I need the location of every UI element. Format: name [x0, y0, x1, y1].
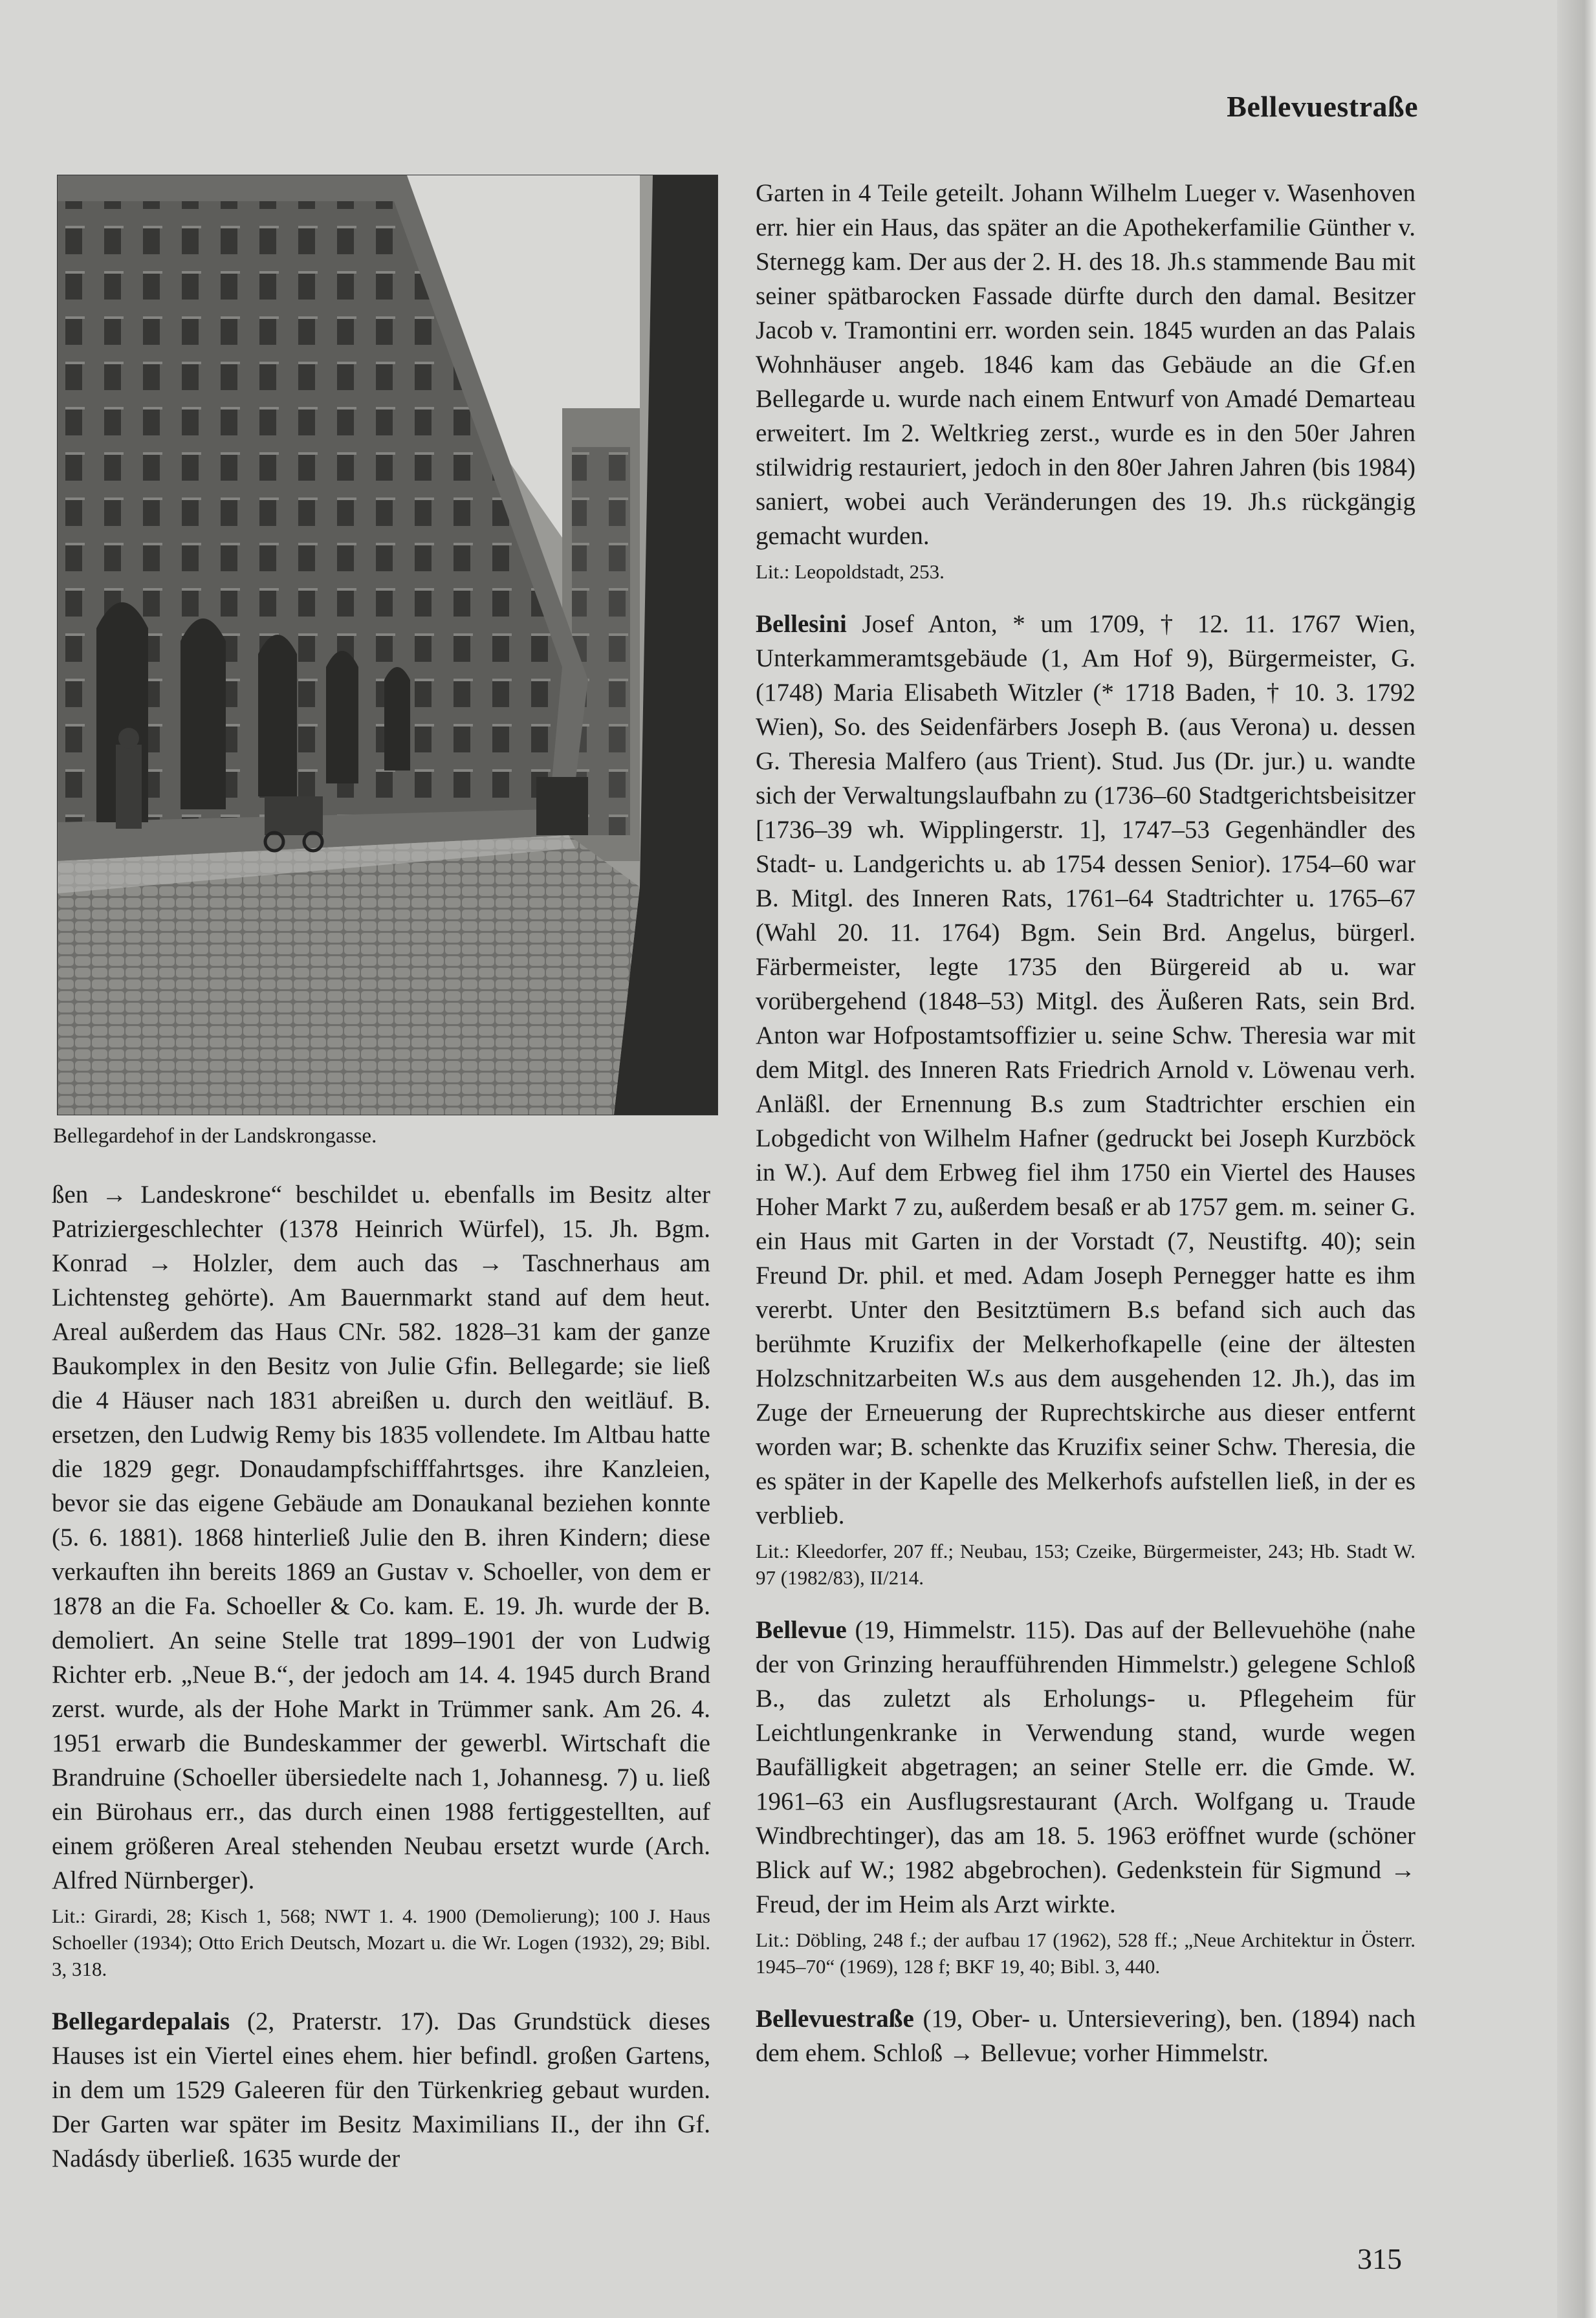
entry-bellegardepalais — [52, 2004, 710, 2176]
page-number: 315 — [1357, 2242, 1402, 2275]
entry-headword: Bellesini — [756, 610, 847, 638]
entry-headword: Bellegardepalais — [52, 2007, 230, 2035]
entry-headword: Bellevue — [756, 1616, 847, 1644]
literature-note: Lit.: Leopoldstadt, 253. — [756, 560, 945, 583]
literature-note: Lit.: Döbling, 248 f.; der aufbau 17 (1962), 528 ff.; „Neue Architektur in Österr. 1945–70“ (1969), 128 f; BKF 19, 40; Bibl. 3, 440. — [756, 1929, 1416, 1978]
street-photograph — [57, 175, 718, 1115]
running-head: Bellevuestraße — [1227, 90, 1418, 123]
binding-shadow — [1557, 0, 1596, 2318]
literature-note: Lit.: Girardi, 28; Kisch 1, 568; NWT 1. 4. 1900 (Demolierung); 100 J. Haus Schoeller (1934); Otto Erich Deutsch, Mozart u. die Wr. Logen (1932), 29; Bibl. 3, 318. — [52, 1905, 710, 1980]
continuation-paragraph: Garten in 4 Teile geteilt. Johann Wilhelm Lueger v. Wasenhoven err. hier ein Haus, das später an die Apothekerfamilie Günther v. Sternegg kam. Der aus der 2. H. des 18. Jh.s stammende Bau mit seiner spätbarocken Fassade dürfte durch den damal. Besitzer Jacob v. Tramontini err. worden sein. 1845 wurden an das Palais Wohnhäuser angeb. 1846 kam das Gebäude an die Gf.en Bellegarde u. wurde nach einem Entwurf von Amadé Demarteau erweitert. Im 2. Weltkrieg zerst., wurde es in den 50er Jahren stilwidrig restauriert, jedoch in den 80er Jahren Jahren (bis 1984) saniert, wobei auch Veränderungen des 19. Jh.s rückgängig gemacht wurden. — [756, 179, 1416, 550]
continuation-paragraph: ßen → Landeskrone“ beschildet u. ebenfalls im Besitz alter Patriziergeschlechter (1378 Heinrich Würfel), 15. Jh. Bgm. Konrad → Holzler, dem auch das → Taschnerhaus am Lichtensteg gehörte). Am Bauernmarkt stand auf dem heut. Areal außerdem das Haus CNr. 582. 1828–31 kam der ganze Baukomplex in den Besitz von Julie Gfin. Bellegarde; sie ließ die 4 Häuser nach 1831 abreißen u. durch den weitläuf. B. ersetzen, den Ludwig Remy bis 1835 vollendete. Im Altbau hatte die 1829 gegr. Donaudampfschifffahrtsges. ihre Kanzleien, bevor sie das eigene Gebäude am Donaukanal beziehen konnte (5. 6. 1881). 1868 hinterließ Julie den B. ihren Kindern; diese verkauften ihn bereits 1869 an Gustav v. Schoeller, von dem er 1878 an die Fa. Schoeller & Co. kam. E. 19. Jh. wurde der B. demoliert. An seine Stelle trat 1899–1901 der von Ludwig Richter erb. „Neue B.“, der jedoch am 14. 4. 1945 durch Brand zerst. wurde, als der Hohe Markt in Trümmer sank. Am 26. 4. 1951 erwarb die Bundeskammer der gewerbl. Wirtschaft die Brandruine (Schoeller übersiedelte nach 1, Johannesg. 7) u. ließ ein Bürohaus err., das durch einen 1988 fertiggestellten, auf einem größeren Areal stehenden Neubau ersetzt wurde (Arch. Alfred Nürnberger). — [52, 1181, 710, 1894]
entry-text: (19, Himmelstr. 115). Das auf der Bellevuehöhe (nahe der von Grinzing heraufführenden Himmelstr.) gelegene Schloß B., das zuletzt als Erholungs- u. Pflegeheim für Leichtlungenkranke in Verwendung stand, wurde wegen Baufälligkeit abgetragen; an seiner Stelle err. die Gmde. W. 1961–63 ein Ausflugsrestaurant (Arch. Wolfgang u. Traude Windbrechtinger), das am 18. 5. 1963 eröffnet wurde (schöner Blick auf W.; 1982 abgebrochen). Gedenkstein für Sigmund → Freud, der im Heim als Arzt wirkte. — [756, 1616, 1416, 1918]
entry-bellesini — [756, 607, 1416, 1533]
entry-headword: Bellevuestraße — [756, 2005, 914, 2033]
left-column — [52, 1177, 710, 2176]
literature-note: Lit.: Kleedorfer, 207 ff.; Neubau, 153; Czeike, Bürgermeister, 243; Hb. Stadt W. 97 (1982/83), II/214. — [756, 1540, 1416, 1589]
entry-bellevue — [756, 1613, 1416, 1921]
right-column — [756, 176, 1416, 2070]
entry-bellevuestrasse — [756, 2002, 1416, 2070]
entry-text: (2, Praterstr. 17). Das Grundstück dieses Hauses ist ein Viertel eines ehem. hier befindl. großen Gartens, in dem um 1529 Galeeren für den Türkenkrieg gebaut wurden. Der Garten war später im Besitz Maximilians II., der ihn Gf. Nadásdy überließ. 1635 wurde der — [52, 2007, 710, 2172]
entry-text: Josef Anton, * um 1709, † 12. 11. 1767 Wien, Unterkammeramtsgebäude (1, Am Hof 9), Bürgermeister, G. (1748) Maria Elisabeth Witzler (* 1718 Baden, † 10. 3. 1792 Wien), So. des Seidenfärbers Joseph B. (aus Verona) u. dessen G. Theresia Malfero (aus Trient). Stud. Jus (Dr. jur.) u. wandte sich der Verwaltungslaufbahn zu (1736–60 Stadtgerichtsbeisitzer [1736–39 wh. Wipplingerstr. 1], 1747–53 Gegenhändler des Stadt- u. Landgerichts u. ab 1754 dessen Senior). 1754–60 war B. Mitgl. des Inneren Rats, 1761–64 Stadtrichter u. 1765–67 (Wahl 20. 11. 1764) Bgm. Sein Brd. Angelus, bürgerl. Färbermeister, legte 1735 den Bürgereid ab u. war vorübergehend (1848–53) Mitgl. des Äußeren Rats, sein Brd. Anton war Hofpostamtsoffizier u. seine Schw. Theresia war mit dem Mitgl. des Inneren Rats Friedrich Arnold v. Löwenau verh. Anläßl. der Ernennung B.s zum Stadtrichter erschien ein Lobgedicht von Wilhelm Hafner (gedruckt bei Joseph Kurzböck in W.). Auf dem Erbweg fiel ihm 1750 ein Viertel des Hauses Hoher Markt 7 zu, außerdem besaß er ab 1757 gem. m. seiner G. ein Haus mit Garten in der Vorstadt (7, Neustiftg. 40); sein Freund Dr. phil. et med. Adam Joseph Pernegger hatte es ihm vererbt. Unter den Besitztümern B.s befand sich auch das berühmte Kruzifix der Melkerhofkapelle (eine der ältesten Holzschnitzarbeiten W.s aus dem ausgehenden 12. Jh.), das im Zuge der Erneuerung der Ruprechtskirche aus dieser entfernt worden war; B. schenkte das Kruzifix seiner Schw. Theresia, die es später in der Kapelle des Melkerhofs aufstellen ließ, in der es verblieb. — [756, 610, 1416, 1529]
figure-caption: Bellegardehof in der Landskrongasse. — [53, 1124, 377, 1148]
entry-text: (19, Ober- u. Untersievering), ben. (1894) nach dem ehem. Schloß → Bellevue; vorher Himmelstr. — [756, 2005, 1416, 2067]
